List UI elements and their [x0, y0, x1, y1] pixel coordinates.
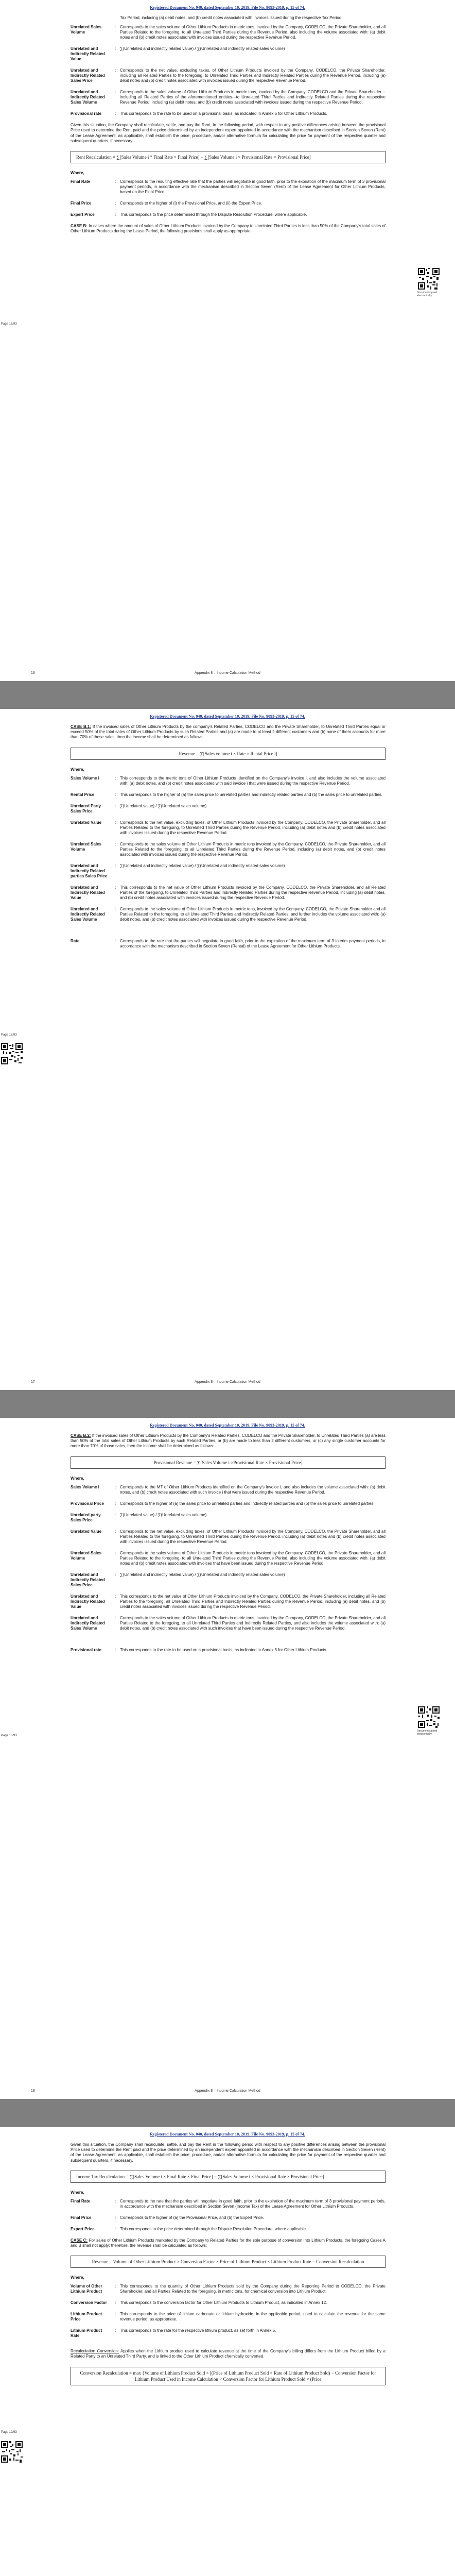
where-label: Where, — [71, 2275, 84, 2280]
recalculation-conversion-paragraph: Recalculation Conversion: Applies when the Lithium product used to calculate revenue at the time of the Company's billing differs from the Lithium Product billed by a Related Party to an Unrelated Third Party, and is linked to the Other Lithium Product chemically converted. — [71, 2349, 386, 2359]
given-situation-paragraph: Given this situation, the Company shall recalculate, settle, and pay the Rent in the following period with respect to any positive differences arising between the provisional Price used to determine the Rent paid and the price determined by an independent expert appointed in accordance with the mechanism described in Section Seven (Rent) of the Lease Agreement; as applicable, shall establish the price, procedure, and/or alternative formula for calculating the price for payment of the respective quarter and subsequent quarters, if necessary. — [71, 2142, 386, 2163]
definition-provisional-rate: Provisional rate : This corresponds to the rate to be used on a provisional basis, as indicated in Annex 5 for Other Lithium Products. — [71, 1647, 327, 1652]
definition-unrelated-value: Unrelated Value : Corresponds to the net value, excluding taxes, of Other Lithium Products invoiced by the Company, CODELCO, the Private Shareholder, and all Parties Related to the foregoing, to Unrelated Third Parties during the Revenue Period, including (a) debit notes and (b) credit notes associated with invoices issued during the respective Revenue Period. — [71, 820, 386, 835]
document-page-17 — [0, 709, 455, 1390]
definition-conversion-factor: Conversion Factor : This corresponds to the conversion factor for Other Lithium Products to Lithium Product, as indicated in Annex 12. — [71, 2300, 327, 2306]
definition-unrelated-value: Unrelated Value : Corresponds to the net value, excluding taxes, of Other Lithium Products invoiced by the Company, CODELCO, the Private Shareholder, and all Parties Related to the foregoing, to Unrelated Third Parties during the Revenue Period, including (a) debit notes and (b) credit notes associated with invoices issued during the respective Revenue Period. — [71, 1529, 386, 1544]
provisional-revenue-formula: Provisional Revenue = ∑[Sales Volume i ×Provisional Rate × Provisional Price] — [71, 1456, 386, 1469]
definition-expert-price: Expert Price : This corresponds to the price determined through the Dispute Resolution Procedure, where applicable. — [71, 212, 307, 217]
qr-code-icon — [418, 268, 440, 290]
definition-final-rate: Final Rate : Corresponds to the rate that the parties will negotiate in good faith, prior to the expiration of the maximum term of 3 provisional payment periods, in accordance with the mechanism described in Section Seven (Income Tax) of the Lease Agreement for Other Lithium Products. — [71, 2198, 386, 2209]
definition-provisional-rate: Provisional rate : This corresponds to the rate to be used on a provisional basis, as indicated in Annex 5 for Other Lithium Products. — [71, 111, 327, 116]
qr-code-icon — [1, 1043, 23, 1064]
revenue-formula: Revenue = ∑[Sales volume i × Rate × Rental Price i] — [71, 748, 386, 760]
page-header: Registered Document No. 040, dated September 10, 2019. File No. 9093-2019, p. 15 of 74. — [150, 5, 305, 10]
appendix-footer: Appendix 8 – Income Calculation Method — [195, 1380, 260, 1384]
definition-final-price: Final Price : Corresponds to the higher of (a) the Provisional Price, and (b) the Expert Price. — [71, 2215, 264, 2220]
qr-caption: Document signed electronically — [417, 1730, 437, 1736]
where-label: Where, — [71, 2190, 84, 2195]
definition-unrelated-sales-volume: Unrelated Sales Volume : Corresponds to the sales volume of Other Lithium Products in metric tons, invoiced by the Company, CODELCO, the Private Shareholder, and all Parties Related to the foregoing, to all Unrelated Third Parties during the Revenue Period, also including the volume associated with: (a) debit notes and (b) credit notes associated with invoices issued during the respective Revenue Period. — [71, 25, 386, 40]
definition-unrelated-indirect-value: Unrelated and Indirectly Related Value : ∑(Unrelated and indirectly related value) / ∑(Unrelated and indirectly related sales volume) — [71, 46, 285, 62]
where-label: Where, — [71, 1476, 84, 1481]
page-body — [71, 1433, 386, 1659]
page-side-note: Page 17/93 — [1, 1033, 17, 1037]
income-recalculation-formula: Income Tax Recalculation = ∑[Sales Volume i × Final Rate × Final Price] − ∑[Sales Volume i × Provisional Rate × Provisional Price] — [71, 2171, 386, 2183]
page-header: Registered Document No. 040, dated September 10, 2019. File No. 9093-2019, p. 15 of 74. — [150, 714, 305, 719]
definition-volume-other-lithium-product: Volume of Other Lithium Product : This corresponds to the quantity of Other Lithium Products sold by the Company during the Reporting Period to CODELCO, the Private Shareholder, and all Parties Related to the foregoing, in metric tons, for chemical conversion into Lithium Product. — [71, 2284, 386, 2294]
given-situation-paragraph: Given this situation, the Company shall recalculate, settle, and pay the Rent, in the following period, with respect to any positive differences arising between the provisional Price used to determine the Rent paid and the price determined by an independent expert appointed in accordance with the mechanism described in Section Seven (Rent) of the Lease Agreement; as applicable, shall establish the price, procedure, and/or alternative formula for calculating the price for payment of the respective quarter and subsequent quarters, if necessary. — [71, 123, 386, 143]
case-c-label: CASE C: — [71, 2238, 88, 2243]
conversion-recalculation-formula: Conversion Recalculation = max {Volume of Lithium Product Sold × [(Price of Lithium Product Sold × Rate of Lithium Product Sold) − Conversion Factor for Lithium Product Used in Income Calculation × Conversion Factor for Lithium Product Sold × (Price — [71, 2367, 386, 2385]
case-b2-paragraph: CASE B.2: If the invoiced sales of Other Lithium Products by the Company's Related Parties, CODELCO and the Private Shareholder, to Unrelated Third Parties (a) are less than 50% of the total sales of Other Lithium Products by such Related Parties, or (b) are made to less than 2 different customers, or (c) any single customer accounts for more than 70% of those sales, then the income shall be determined as follows: — [71, 1433, 386, 1449]
definition-unrelated-indirect-sales-volume: Unrelated and Indirectly Related Sales Volume : Corresponds to the sales volume of Other Lithium Products in metric tons, invoiced by the Company, CODELCO and the Private Shareholder—including all Related Parties of the aforementioned entities—to Unrelated Third Parties and Indirectly Related Parties during the respective Revenue Period, including (a) debit notes, and (b) credit notes associated with invoices issued during the respective Revenue Period. — [71, 90, 386, 105]
qr-code-icon — [1, 2441, 23, 2463]
page-body — [71, 15, 386, 238]
case-b1-paragraph: CASE B.1: If the invoiced sales of Other Lithium Products by the company's Related Parties, CODELCO and the Private Shareholder, to Unrelated Third Parties equal or exceed 50% of the total sales of Other Lithium Products by such Related Parties and (a) are made to at least 2 different customers and (b) none of them accounts for more than 70% of those sales, then the income shall be determined as follows: — [71, 724, 386, 740]
definition-unrelated-indirect-sales-volume: Unrelated and Indirectly Related Sales Volume : Corresponds to the sales volume of Other Lithium Products in metric tons, invoiced by the Company, CODELCO, the Private Shareholder and all Parties Related to the foregoing, to all Unrelated Third Parties and Indirectly Related Parties, and further includes the volume associated with: (a) debit notes, and (b) credit notes associated with invoices issued during the respective Revenue Period. — [71, 906, 386, 922]
page-number: 16 — [31, 671, 35, 675]
appendix-footer: Appendix 8 – Income Calculation Method — [195, 671, 260, 675]
case-c-revenue-formula: Revenue = Volume of Other Lithium Product × Conversion Factor × Price of Lithium Product × Lithium Product Rate − Conversion Recalculation — [71, 2256, 386, 2268]
qr-code-icon — [418, 1706, 440, 1728]
page-header: Registered Document No. 040, dated September 10, 2019. File No. 9093-2019, p. 15 of 74. — [150, 1423, 305, 1428]
page-side-note: Page 18/93 — [1, 1734, 17, 1737]
definition-lithium-product-price: Lithium Product Price : This corresponds to the price of lithium carbonate or lithium hydroxide, in the applicable period, used to calculate the revenue for the same revenue period, as appropriate. — [71, 2312, 386, 2322]
page-body — [71, 2142, 386, 2393]
qr-caption: Document signed electronically — [417, 291, 437, 297]
definition-sales-volume-i: Sales Volume i : Corresponds to the MT of Other Lithium Products identified on the Company's invoice i, and also includes the volume associated with: (a) debit notes, and (b) credit notes associated with such invoice i that were issued during the respective Revenue Period. — [71, 1484, 386, 1495]
definition-rental-price: Rental Price : This corresponds to the higher of (a) the sales price to unrelated parties and indirectly related parties and (b) the sales price to unrelated parties. — [71, 792, 383, 797]
where-label: Where, — [71, 767, 84, 772]
definition-final-rate: Final Rate : Corresponds to the resulting effective rate that the parties will negotiate in good faith, prior to the expiration of the maximum term of 3 provisional payment periods, in accordance with the mechanism described in Section Seven (Rent) of the Lease Agreement for Other Lithium Products, based on the Final Price. — [71, 179, 386, 195]
case-b-label: CASE B: — [71, 224, 87, 229]
definition-rate: Rate : Corresponds to the rate that the parties will negotiate in good faith, prior to the expiration of the maximum term of 3 interim payment periods, in accordance with the mechanism described in Section Seven (Rental) of the Lease Agreement for Other Lithium Products. — [71, 938, 386, 948]
definition-unrelated-indirect-value: Unrelated and Indirectly Related Value : This corresponds to the net value of Other Lithium Products invoiced by the Company, CODELCO, the Private Shareholder, including all Related Parties to the foregoing, all Unrelated Third Parties and Indirectly Related Parties during the Revenue Period, including (a) debit notes, and (b) credit notes associated with invoices issued during the respective Revenue Period. — [71, 1594, 386, 1609]
document-page-19 — [0, 2127, 455, 2576]
definition-lithium-product-rate: Lithium Product Rate : This corresponds to the rate for the respective lithium product, as set forth in Annex 5. — [71, 2328, 276, 2338]
definition-unrelated-indirect-value: Unrelated and Indirectly Related Value : This corresponds to the net value of Other Lithium Products invoiced by the Company, CODELCO, the Private Shareholder, and all Related Parties of the foregoing, to Unrelated Third Parties and Indirectly Related Parties during the respective Revenue Period, including (a) debit notes, and (b) credit notes associated with invoices issued during the respective Revenue Period. — [71, 885, 386, 900]
definition-final-price: Final Price : Corresponds to the higher of (i) the Provisional Price, and (ii) the Expert Price. — [71, 201, 262, 206]
definition-unrelated-indirect-sales-price: Unrelated and Indirectly Related parties Sales Price : ∑(Unrelated and indirectly related value) / ∑(Unrelated and indirectly related sales volume) — [71, 863, 285, 878]
definition-unrelated-party-sales-price: Unrelated party Sales Price : ∑(Unrelated value) / ∑(Unrelated sales volume) — [71, 1512, 207, 1522]
case-b2-label: CASE B.2: — [71, 1433, 91, 1438]
definition-expert-price: Expert Price : This corresponds to the price determined through the Dispute Resolution Procedure, where applicable. — [71, 2226, 307, 2231]
top-fragment: Tax Period, including (a) debit notes, and (b) credit notes associated with invoices issued during the respective Tax Period. — [120, 15, 343, 20]
definition-unrelated-sales-volume: Unrelated Sales Volume : Corresponds to the sales volume of Other Lithium Products in metric tons invoiced by the Company, CODELCO, the Private Shareholder, and all Parties Related to the foregoing, to all Unrelated Third Parties during the Revenue Period, including (a) debit notes, and (b) credit notes associated with invoices issued during the respective Revenue Period. — [71, 841, 386, 857]
appendix-footer: Appendix 8 – Income Calculation Method — [195, 2089, 260, 2093]
definition-unrelated-indirect-sales-price: Unrelated and Indirectly Related Sales Price : Corresponds to the net value, excluding taxes, of Other Lithium Products invoiced by the Company, CODELCO, the Private Shareholder, including all Related Parties to the foregoing, to Unrelated Third Parties and Indirectly Related Parties during the Revenue Period, including (a) debit notes and (b) credit notes associated with invoices issued during the respective Revenue Period. — [71, 68, 386, 83]
case-b1-label: CASE B.1: — [71, 724, 92, 729]
document-page-18 — [0, 1418, 455, 2099]
page-header: Registered Document No. 040, dated September 10, 2019. File No. 9093-2019, p. 15 of 74. — [150, 2132, 305, 2137]
recalculation-conversion-label: Recalculation Conversion: — [71, 2349, 119, 2354]
document-page-16 — [0, 0, 455, 681]
page-number: 17 — [31, 1380, 35, 1384]
page-side-note: Page 19/93 — [1, 2431, 17, 2434]
definition-unrelated-party-sales-price: Unrelated Party Sales Price : ∑(Unrelated value) / ∑(Unrelated sales volume) — [71, 803, 207, 814]
page-body — [71, 724, 386, 955]
definition-sales-volume-i: Sales Volume i : This corresponds to the metric tons of Other Lithium Products identified on the Company's invoice i, and also includes the volume associated with: (a) debit notes, and (b) credit notes associated with said invoice i that were issued during the respective Revenue Period. — [71, 775, 386, 786]
page-side-note: Page 16/93 — [1, 323, 17, 326]
case-c-paragraph: CASE C: For sales of Other Lithium Products marketed by the Company to Related Parties for the sole purpose of conversion into Lithium Products, the foregoing Cases A and B shall not apply; therefore, the revenue shall be calculated as follows: — [71, 2238, 386, 2248]
definition-unrelated-sales-volume: Unrelated Sales Volume : Corresponds to the sales volume of Other Lithium Products in metric tons invoiced by the Company, CODELCO, the Private Shareholder, and all Parties Related to the foregoing, to all Unrelated Third Parties during the Revenue Period, also including the volume associated with: (a) debit notes and (b) credit notes associated with invoices that have been issued during the respective Revenue Period. — [71, 1550, 386, 1566]
definition-provisional-price: Provisional Price : Corresponds to the higher of (a) the sales price to unrelated parties and indirectly related parties and (b) the sales price to unrelated parties. — [71, 1501, 375, 1506]
definition-unrelated-indirect-sales-volume: Unrelated and Indirectly Related Sales Volume : Corresponds to the sales volume of Other Lithium Products in metric tons, invoiced by the Company, CODELCO, the Private Shareholder, and all Parties Related to the foregoing, to all Unrelated Third Parties and Indirectly Related Parties, and also includes the volume associated with: (a) debit notes, and (b) credit notes associated with such invoices that have been issued during the respective Revenue Period. — [71, 1615, 386, 1631]
case-b-paragraph: CASE B: In cases where the amount of sales of Other Lithium Products invoiced by the Company to Unrelated Third Parties is less than 50% of the Company's total sales of Other Lithium Products during the Lease Period, the following provisions shall apply as appropriate. — [71, 224, 386, 234]
page-number: 18 — [31, 2089, 35, 2093]
definition-unrelated-indirect-sales-price: Unrelated and Indirectly Related Sales Price : ∑(Unrelated and indirectly related value) / ∑(Unrelated and indirectly related sales volume) — [71, 1572, 285, 1587]
rent-recalculation-formula: Rent Recalculation = ∑[Sales Volume i * Final Rate × Final Price] − ∑[Sales Volume i × Provisional Rate × Provisional Price] — [71, 151, 386, 163]
where-label: Where, — [71, 171, 84, 176]
